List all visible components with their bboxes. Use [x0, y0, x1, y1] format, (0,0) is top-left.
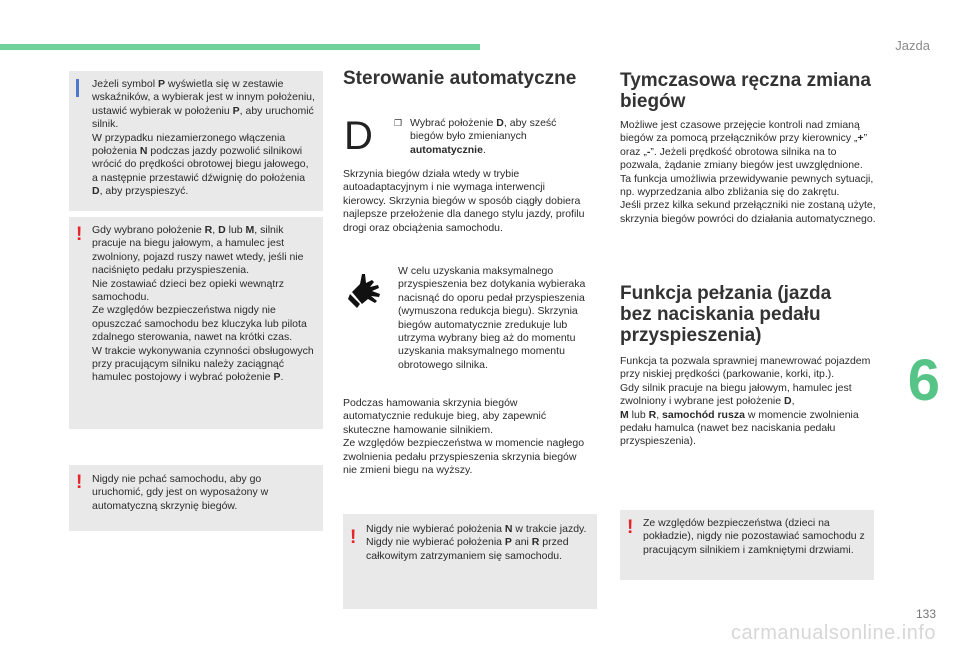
section-heading: Tymczasowa ręczna zmiana biegów [620, 70, 871, 112]
info-text-1: Jeżeli symbol P wyświetla się w zestawie wskaźników, a wybierak jest w innym położeniu, ustawić wybierak w położeniu P, aby uruchomić silnik. [92, 78, 315, 131]
gear-position-letter: D [344, 114, 373, 158]
hand-icon [348, 270, 384, 310]
exclamation-icon: ! [76, 472, 83, 493]
warning-text: Nie zostawiać dzieci bez opieki wewnątrz samochodu. [92, 277, 284, 304]
warning-text: W trakcie wykonywania czynności obsługowych przy pracującym silniku należy zaciągnąć hamulec postojowy i wybrać położenie P. [92, 344, 314, 384]
watermark: carmanualsonline.info [730, 622, 936, 644]
paragraph: Podczas hamowania skrzynia biegów automatycznie redukuje bieg, aby zapewnić skuteczne hamowanie silnikiem. Ze względów bezpieczeństwa w momencie nagłego zwolnienia pedału przyspieszenia skrzynia biegów nie zmieni biegu na wyższy. [343, 397, 585, 477]
warning-box-2 [69, 465, 323, 531]
warning-box-4 [620, 510, 874, 580]
warning-text: Gdy wybrano położenie R, D lub M, silnik pracuje na biegu jałowym, a hamulec jest zwolniony, pojazd ruszy nawet wtedy, jeśli nie naciśnięto pedału przyspieszenia. [92, 224, 304, 277]
checkbox-icon: ❒ [394, 118, 403, 128]
warning-box-1 [69, 217, 323, 429]
header-accent-bar [0, 44, 480, 50]
chapter-number: 6 [907, 348, 940, 413]
info-text-2: W przypadku niezamierzonego włączenia położenia N podczas jazdy pozwolić silnikowi wrócić do prędkości obrotowej biegu jałowego, a następnie przestawić dźwignię do położenia D, aby przyspieszyć. [92, 131, 309, 198]
warning-box-3 [343, 514, 597, 609]
page-number: 133 [915, 607, 936, 621]
exclamation-icon: ! [627, 517, 634, 538]
paragraph: Skrzynia biegów działa wtedy w trybie autoadaptacyjnym i nie wymaga interwencji kierowcy. Skrzynia biegów w sposób ciągły dobiera najlepsze przełożenie dla danego stylu jazdy, profilu drogi oraz obciążenia samochodu. [343, 168, 585, 234]
exclamation-icon: ! [350, 527, 357, 548]
step-instruction: ❒ Wybrać położenie D, aby sześć biegów było zmienianych automatycznie. [394, 117, 557, 156]
tip-text: W celu uzyskania maksymalnego przyspieszenia bez dotykania wybieraka nacisnąć do oporu pedał przyspieszenia (wymuszona redukcja biegu). Skrzynia biegów automatycznie zredukuje lub utrzyma wybrany bieg aż do momentu uzyskania maksymalnego momentu obrotowego silnika. [398, 265, 586, 371]
info-bar-icon [76, 79, 79, 97]
warning-text: Nigdy nie wybierać położenia N w trakcie jazdy. [366, 523, 587, 535]
paragraph: Funkcja ta pozwala sprawniej manewrować pojazdem przy niskiej prędkości (parkowanie, korki, itp.). Gdy silnik pracuje na biegu jałowym, hamulec jest zwolniony i wybrane jest położenie D, M lub R, samochód rusza w momencie zwolnienia pedału hamulca (nawet bez naciskania pedału przyspieszenia). [620, 355, 871, 448]
warning-text: Nigdy nie wybierać położenia P ani R przed całkowitym zatrzymaniem się samochodu. [366, 536, 569, 562]
section-heading: Funkcja pełzania (jazda bez naciskania pedału przyspieszenia) [620, 283, 832, 346]
section-title: Jazda [895, 38, 930, 53]
paragraph: Możliwe jest czasowe przejęcie kontroli nad zmianą biegów za pomocą przełączników przy kierownicy „+” oraz „-”. Jeżeli prędkość obrotowa silnika na to pozwala, żądanie zmiany biegów jest uwzględnione. Ta funkcja umożliwia przewidywanie pewnych sytuacji, np. wyprzedzania albo zbliżania się do zakrętu. Jeśli przez kilka sekund przełączniki nie zostaną użyte, skrzynia biegów powróci do działania automatycznego. [620, 119, 876, 225]
info-box [69, 71, 323, 211]
exclamation-icon: ! [76, 224, 83, 245]
section-heading: Sterowanie automatyczne [343, 68, 577, 89]
warning-text: Ze względów bezpieczeństwa nigdy nie opuszczać samochodu bez kluczyka lub pilota zdalnego sterowania, nawet na krótki czas. [92, 304, 307, 344]
warning-text: Nigdy nie pchać samochodu, aby go uruchomić, gdy jest on wyposażony w automatyczną skrzynię biegów. [92, 473, 269, 512]
warning-text: Ze względów bezpieczeństwa (dzieci na pokładzie), nigdy nie pozostawiać samochodu z pracującym silnikiem i zamkniętymi drzwiami. [643, 517, 865, 556]
